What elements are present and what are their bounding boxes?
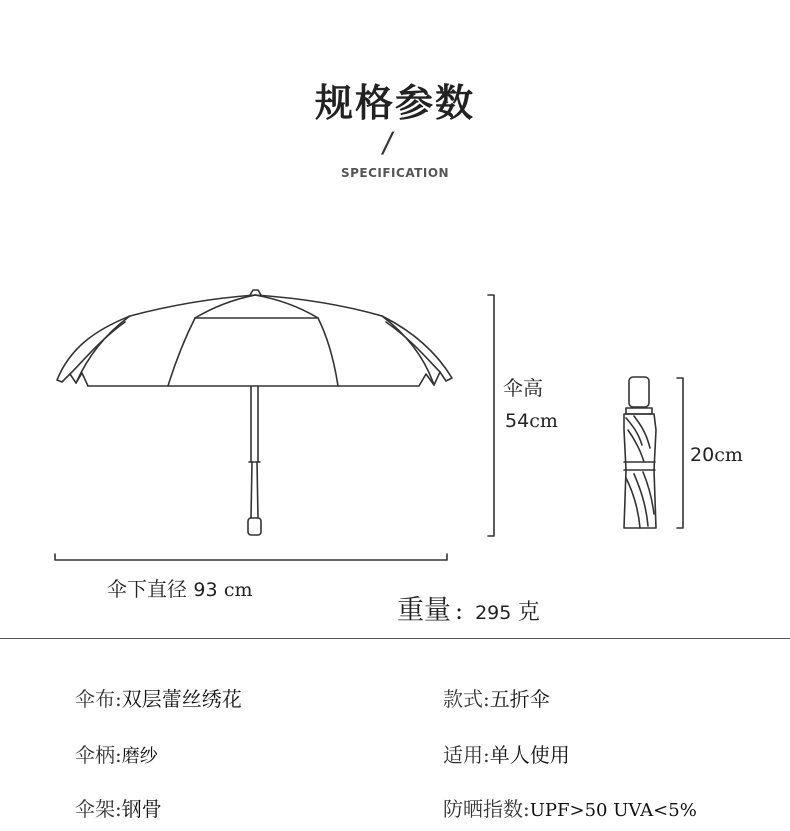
spec-fabric-value: 双层蕾丝绣花	[121, 687, 242, 711]
folded-unit: cm	[714, 444, 743, 466]
spec-fabric-sep: :	[115, 687, 122, 711]
height-label: 伞高	[503, 376, 543, 400]
height-dimension-line	[488, 295, 494, 536]
diameter-value: 93	[193, 579, 218, 601]
spec-frame-value: 钢骨	[121, 797, 162, 821]
spec-style-sep: :	[483, 687, 490, 711]
folded-umbrella-illustration	[624, 377, 656, 528]
spec-style	[443, 683, 550, 712]
spec-fabric	[75, 683, 242, 712]
height-value-row	[505, 408, 558, 432]
spec-handle-value: 磨纱	[121, 746, 158, 767]
spec-fabric-key: 伞布	[75, 687, 115, 711]
height-unit: cm	[529, 410, 558, 432]
spec-frame-sep: :	[115, 797, 122, 821]
spec-usage-value: 单人使用	[489, 743, 570, 767]
weight-unit: 克	[517, 600, 540, 625]
height-value: 54	[505, 410, 530, 432]
weight-value: 295	[475, 602, 512, 624]
spec-frame-key: 伞架	[75, 797, 115, 821]
diameter-row	[107, 573, 253, 602]
title-slash: /	[380, 126, 396, 159]
spec-usage-sep: :	[483, 743, 490, 767]
weight-row	[397, 588, 540, 627]
spec-usage-key: 适用	[443, 743, 483, 767]
weight-label: 重量	[397, 595, 451, 626]
folded-value: 20	[690, 444, 715, 466]
spec-uv-key: 防晒指数	[443, 797, 523, 821]
spec-handle	[75, 739, 158, 768]
spec-handle-sep: :	[115, 743, 122, 767]
page-title: 规格参数	[314, 81, 475, 125]
section-divider	[0, 638, 790, 639]
spec-style-value: 五折伞	[489, 687, 550, 711]
folded-value-row	[690, 442, 743, 466]
spec-handle-key: 伞柄	[75, 743, 115, 767]
diameter-label: 伞下直径	[107, 577, 187, 601]
page-subtitle: SPECIFICATION	[340, 166, 450, 180]
folded-dimension-line	[677, 378, 683, 528]
spec-frame	[75, 793, 162, 822]
spec-uv-sep: :	[523, 797, 530, 821]
open-umbrella-illustration	[57, 290, 452, 535]
diameter-unit: cm	[223, 579, 253, 601]
spec-uv	[443, 793, 697, 822]
spec-uv-value: UPF>50 UVA<5%	[529, 800, 697, 821]
spec-style-key: 款式	[443, 687, 483, 711]
weight-colon: :	[455, 597, 464, 625]
diameter-dimension-line	[55, 554, 447, 560]
spec-usage	[443, 739, 570, 768]
